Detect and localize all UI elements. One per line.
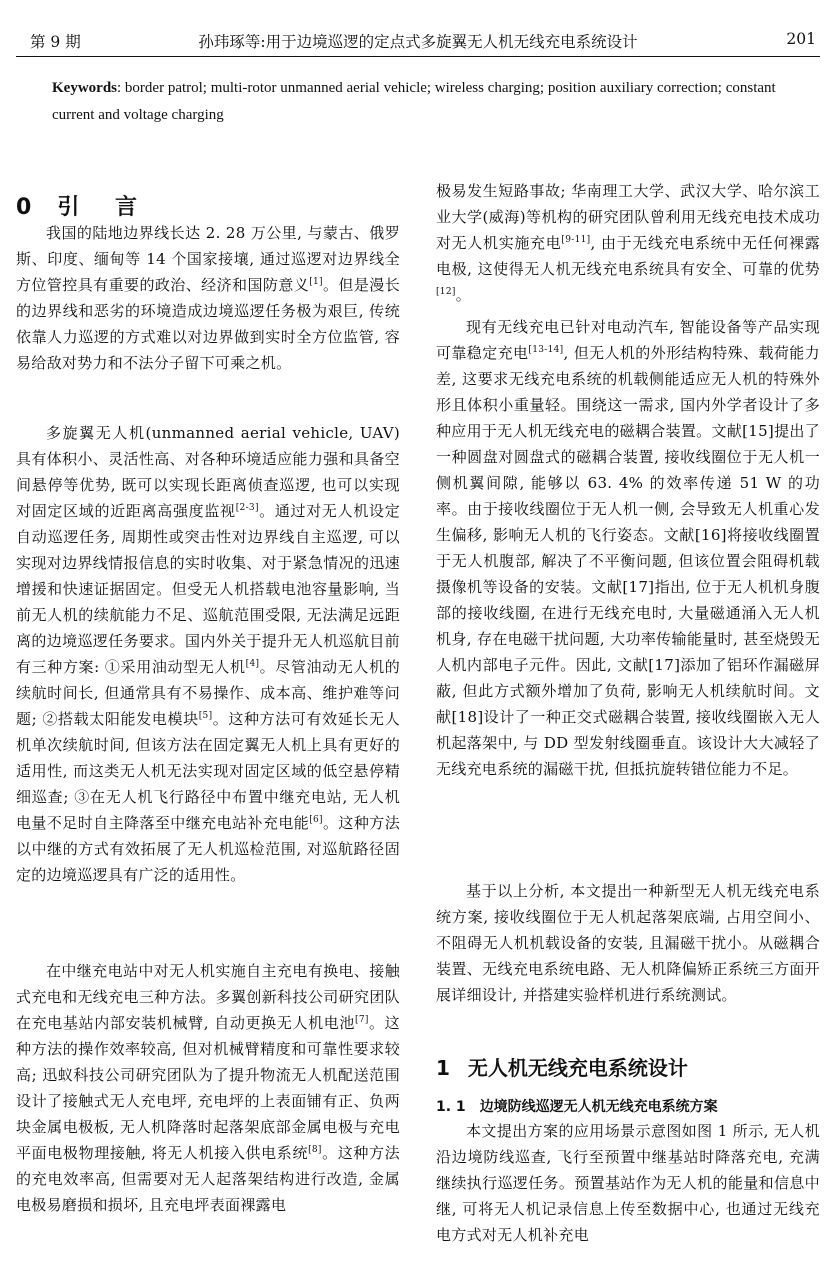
paragraph: 在中继充电站中对无人机实施自主充电有换电、接触式充电和无线充电三种方法。多翼创新科技公司研究团队在充电基站内部安装机械臂, 自动更换无人机电池[7]。这种方法的操作效率较高, 但对机械臂精度和可靠性要求较高; 迅蚁科技公司研究团队为了提升物流无人机配送范围设计了接触式无人充电坪, 充电坪的上表面铺有正、负两块金属电极板, 无人机降落时起落架底部金属电极与充电平面电极物理接触, 将无人机接入供电系统[8]。这种方法的充电效率高, 但需要对无人起落架结构进行改造, 金属电极易磨损和损坏, 且充电坪表面裸露电: [16, 962, 400, 1214]
keywords-label: Keywords: [52, 80, 117, 96]
paragraph: 本文提出方案的应用场景示意图如图 1 所示, 无人机沿边境防线巡查, 飞行至预置中继基站时降落充电, 充满继续执行巡逻任务。预置基站作为无人机的能量和信息中继, 可将无人机记录信息上传至数据中心, 也通过无线充电方式对无人机补充电: [436, 1122, 820, 1244]
keywords-block: [52, 75, 792, 129]
running-header: [16, 30, 820, 56]
keywords-text: : border patrol; multi-rotor unmanned aerial vehicle; wireless charging; position auxiliary correction; constant current and voltage charging: [52, 80, 776, 123]
section-number: 1: [436, 1056, 450, 1080]
paragraph: 基于以上分析, 本文提出一种新型无人机无线充电系统方案, 接收线圈位于无人机起落架底端, 占用空间小、不阻碍无人机机载设备的安装, 且漏磁干扰小。从磁耦合装置、无线充电系统电路、无人机降偏矫正系统三方面开展详细设计, 并搭建实验样机进行系统测试。: [436, 882, 820, 1004]
subsection-1-1-heading: [436, 1096, 718, 1116]
running-title: 孙玮琢等:用于边境巡逻的定点式多旋翼无人机无线充电系统设计: [198, 33, 638, 51]
paragraph: 我国的陆地边界线长达 2. 28 万公里, 与蒙古、俄罗斯、印度、缅甸等 14 个国家接壤, 通过巡逻对边界线全方位管控具有重要的政治、经济和国防意义[1]。但是漫长的边界线和恶劣的环境造成边境巡逻任务极为艰巨, 传统依靠人力巡逻的方式难以对边界做到实时全方位监管, 容易给敌对势力和不法分子留下可乘之机。: [16, 224, 400, 372]
subsection-title: 边境防线巡逻无人机无线充电系统方案: [479, 1099, 718, 1115]
section-0-heading: [16, 190, 151, 221]
page-number: 201: [786, 30, 816, 48]
section-title: 无人机无线充电系统设计: [467, 1056, 688, 1080]
issue-number: 第 9 期: [30, 33, 81, 51]
section-number: 0: [16, 195, 32, 220]
section-title: 引 言: [57, 195, 151, 220]
header-rule: [16, 56, 820, 57]
paragraph: 多旋翼无人机(unmanned aerial vehicle, UAV)具有体积小、灵活性高、对各种环境适应能力强和具备空间悬停等优势, 既可以实现长距离侦查巡逻, 也可以实现对固定区域的近距离高强度监视[2-3]。通过对无人机设定自动巡逻任务, 周期性或突击性对边界线自主巡逻, 可以实现对边界线情报信息的实时收集、对于紧急情况的迅速增援和快速证据固定。但受无人机搭载电池容量影响, 当前无人机的续航能力不足、巡航范围受限, 无法满足远距离的边境巡逻任务要求。国内外关于提升无人机巡航目前有三种方案: ①采用油动型无人机[4]。尽管油动无人机的续航时间长, 但通常具有不易操作、成本高、维护难等问题; ②搭载太阳能发电模块[5]。这种方法可有效延长无人机单次续航时间, 但该方法在固定翼无人机上具有更好的适用性, 而这类无人机无法实现对固定区域的低空悬停精细巡查; ③在无人机飞行路径中布置中继充电站, 无人机电量不足时自主降落至中继充电站补充电能[6]。这种方法以中继的方式有效拓展了无人机巡检范围, 对巡航路径固定的边境巡逻具有广泛的适用性。: [16, 424, 401, 884]
paragraph: 极易发生短路事故; 华南理工大学、武汉大学、哈尔滨工业大学(威海)等机构的研究团队曾利用无线充电技术成功对无人机实施充电[9-11], 由于无线充电系统中无任何裸露电极, 这使得无人机无线充电系统具有安全、可靠的优势[12]。: [436, 182, 820, 304]
section-1-heading: [436, 1052, 688, 1081]
paragraph: 现有无线充电已针对电动汽车, 智能设备等产品实现可靠稳定充电[13-14], 但无人机的外形结构特殊、载荷能力差, 这要求无线充电系统的机载侧能适应无人机的特殊外形且体积小重量轻。围绕这一需求, 国内外学者设计了多种应用于无人机无线充电的磁耦合装置。文献[15]提出了一种圆盘对圆盘式的磁耦合装置, 接收线圈位于无人机一侧机翼间隙, 能够以 63. 4% 的效率传递 51 W 的功率。由于接收线圈位于无人机一侧, 会导致无人机重心发生偏移, 影响无人机的飞行姿态。文献[16]将接收线圈置于无人机腹部, 解决了不平衡问题, 但该位置会阻碍机载摄像机等设备的安装。文献[17]指出, 位于无人机机身腹部的接收线圈, 在进行无线充电时, 大量磁通涌入无人机机身, 存在电磁干扰问题, 大功率传输能量时, 甚至烧毁无人机内部电子元件。因此, 文献[17]添加了铝环作漏磁屏蔽, 但此方式额外增加了负荷, 影响无人机续航时间。文献[18]设计了一种正交式磁耦合装置, 接收线圈嵌入无人机起落架中, 与 DD 型发射线圈垂直。该设计大大减轻了无线充电系统的漏磁干扰, 但抵抗旋转错位能力不足。: [436, 318, 820, 778]
subsection-number: 1. 1: [436, 1099, 466, 1115]
